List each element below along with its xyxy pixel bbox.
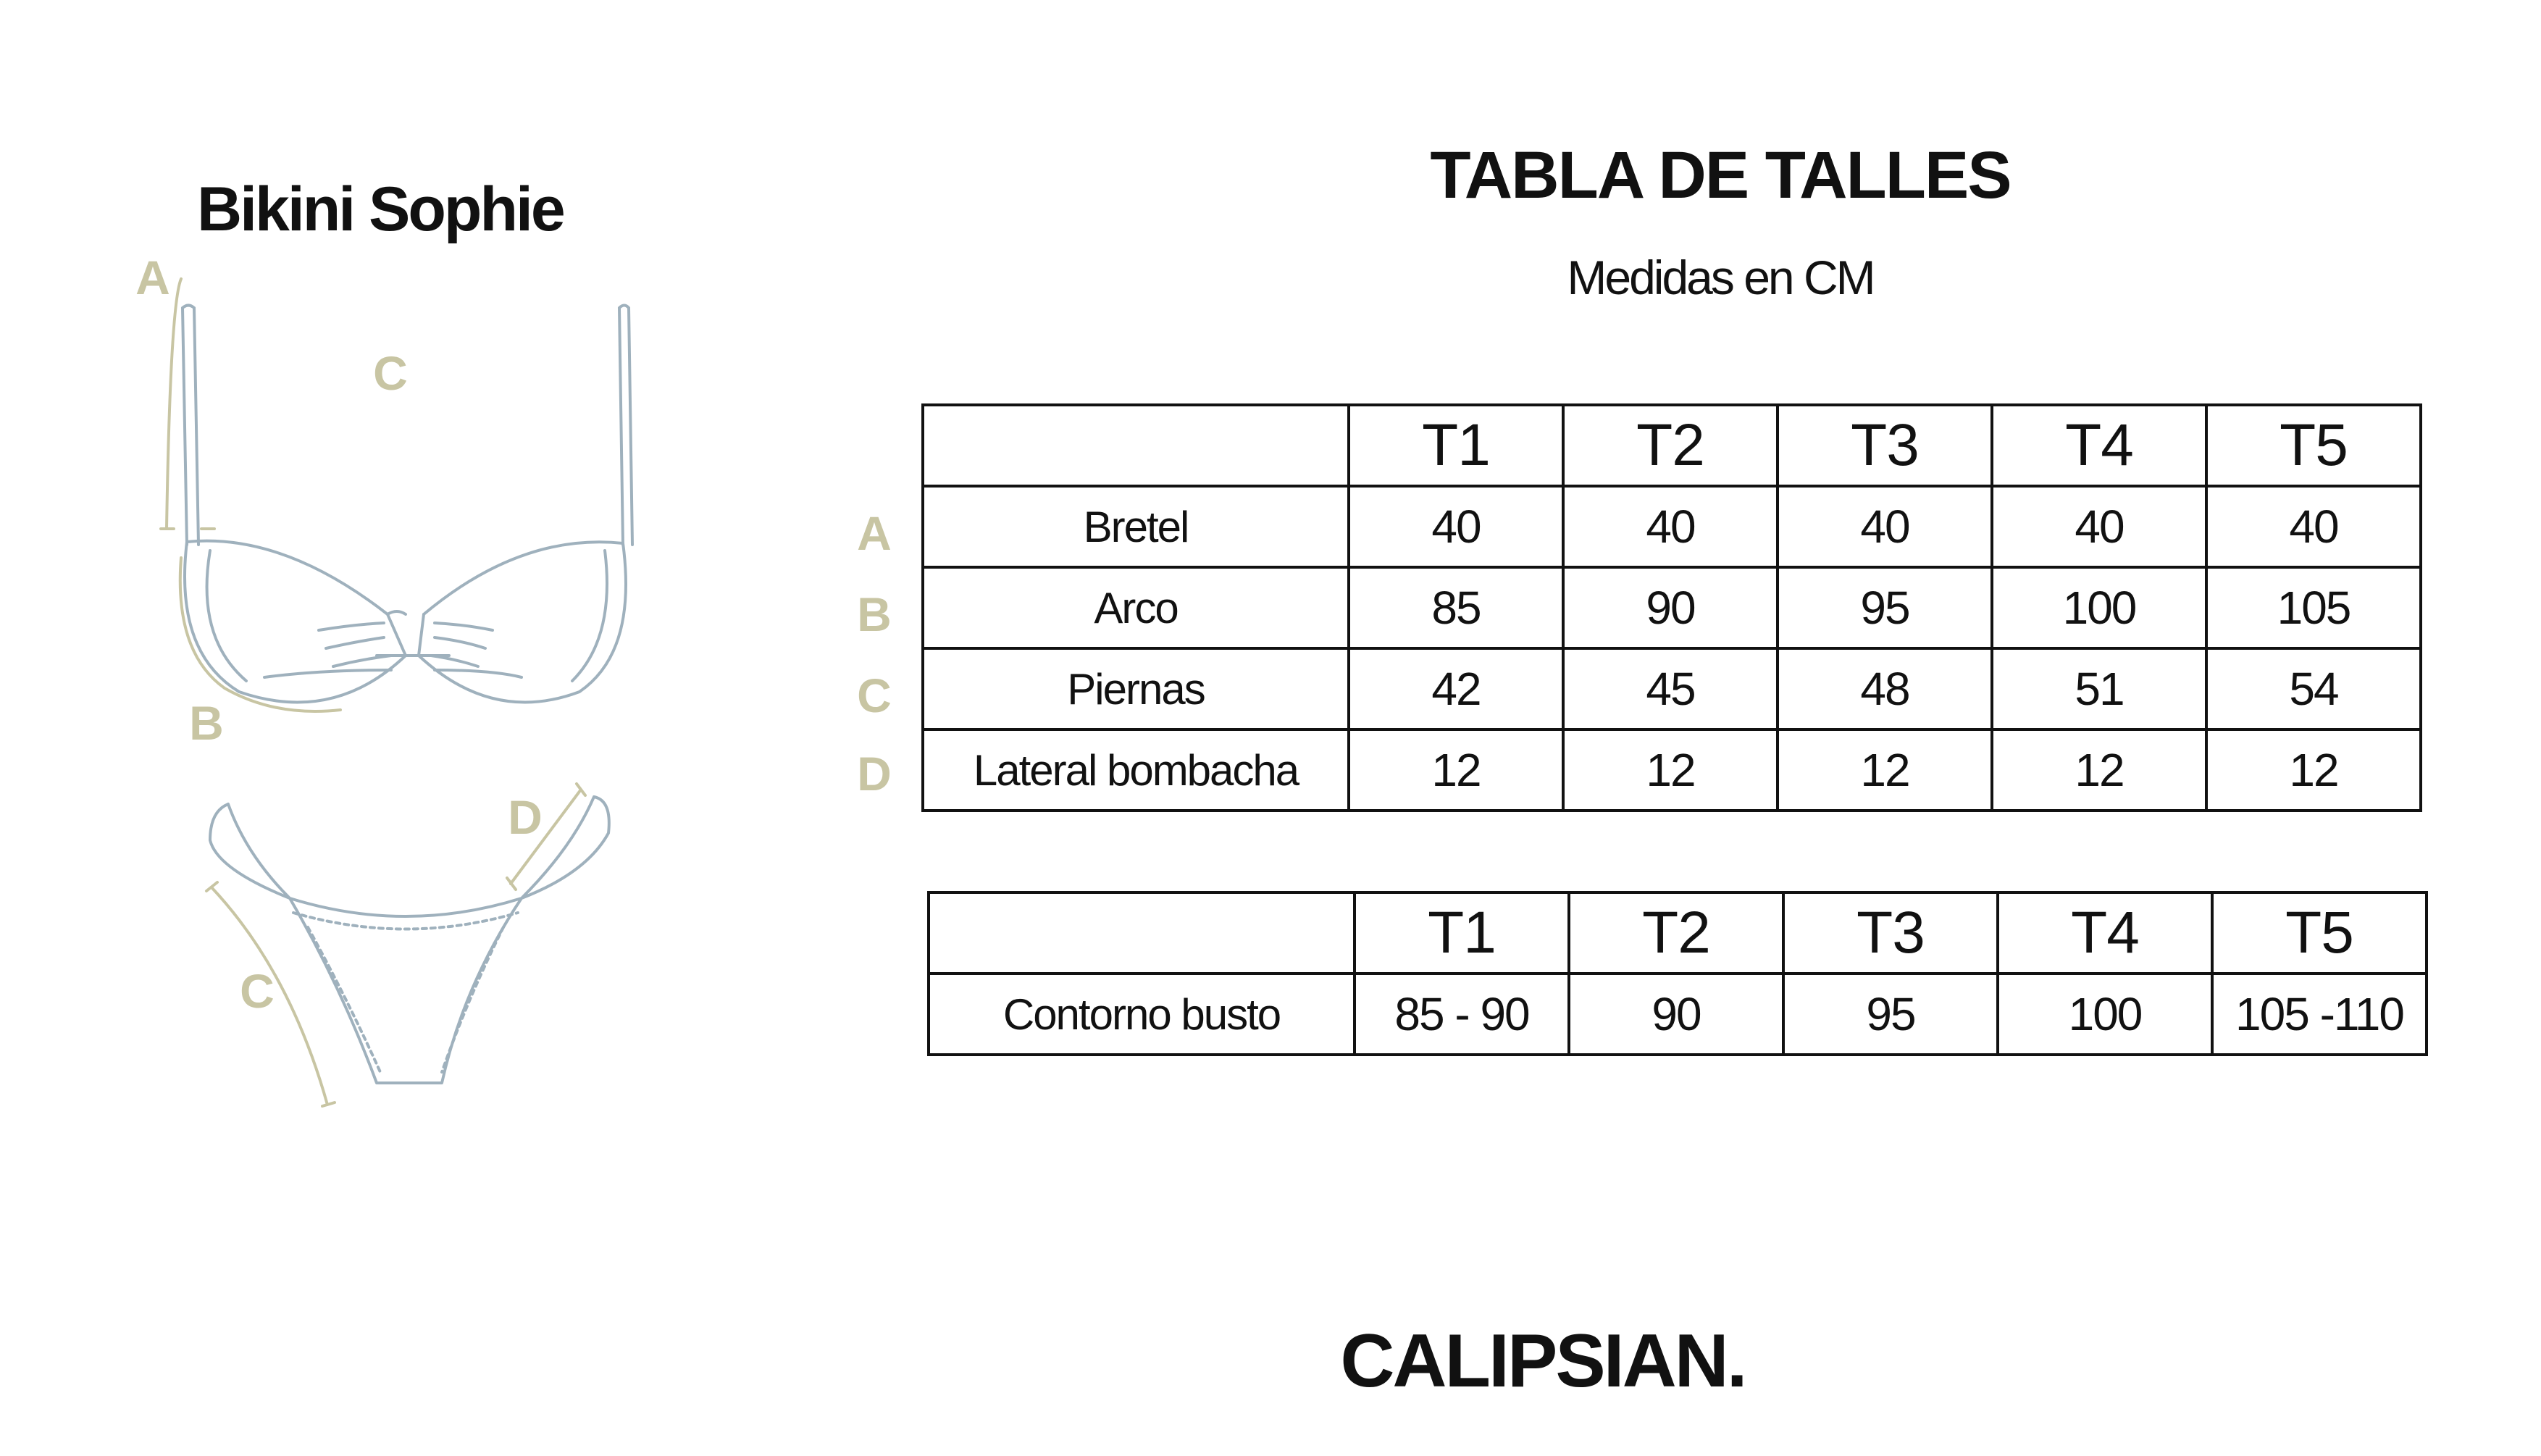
row-letter-d: D (857, 747, 892, 800)
table-row (923, 648, 2421, 729)
value-cell: 85 - 90 (1355, 974, 1569, 1055)
row-label: Arco (923, 567, 1349, 648)
row-label: Contorno busto (929, 974, 1355, 1055)
size-header: T2 (1569, 892, 1783, 974)
left-strap (183, 306, 198, 545)
table-header-row (923, 405, 2421, 486)
value-cell: 40 (1992, 486, 2206, 567)
value-cell: 12 (1563, 729, 1778, 811)
row-label: Lateral bombacha (923, 729, 1349, 811)
table-row (923, 486, 2421, 567)
bottom-stitching (293, 913, 518, 1072)
size-header: T4 (1998, 892, 2212, 974)
size-header: T3 (1778, 405, 1992, 486)
row-letter-a: A (857, 506, 892, 560)
table-row (923, 729, 2421, 811)
value-cell: 100 (1992, 567, 2206, 648)
gore-pleats (264, 623, 522, 677)
size-header: T2 (1563, 405, 1778, 486)
value-cell: 12 (1778, 729, 1992, 811)
header-empty-cell (929, 892, 1355, 974)
size-header: T1 (1355, 892, 1569, 974)
size-header: T4 (1992, 405, 2206, 486)
value-cell: 45 (1563, 648, 1778, 729)
value-cell: 40 (1563, 486, 1778, 567)
center-gore (388, 611, 424, 656)
product-title: Bikini Sophie (197, 175, 564, 244)
value-cell: 12 (2206, 729, 2421, 811)
value-cell: 51 (1992, 648, 2206, 729)
value-cell: 95 (1783, 974, 1998, 1055)
size-header: T1 (1349, 405, 1563, 486)
row-letter-b: B (857, 587, 892, 641)
bikini-illustration (0, 0, 724, 1130)
size-header: T5 (2212, 892, 2427, 974)
value-cell: 40 (1778, 486, 1992, 567)
illustration-label-c-bottom: C (240, 964, 275, 1018)
row-label: Piernas (923, 648, 1349, 729)
bust-table (927, 891, 2428, 1056)
page-title: TABLA DE TALLES (1430, 138, 2011, 212)
value-cell: 42 (1349, 648, 1563, 729)
right-strap (619, 306, 632, 545)
header-empty-cell (923, 405, 1349, 486)
value-cell: 12 (1349, 729, 1563, 811)
illustration-label-b: B (189, 696, 224, 750)
value-cell: 105 -110 (2212, 974, 2427, 1055)
size-header: T5 (2206, 405, 2421, 486)
value-cell: 40 (2206, 486, 2421, 567)
page-subtitle: Medidas en CM (1567, 251, 1874, 304)
table-header-row (929, 892, 2427, 974)
left-cup (185, 541, 406, 703)
value-cell: 48 (1778, 648, 1992, 729)
illustration-label-a: A (135, 251, 170, 304)
row-label: Bretel (923, 486, 1349, 567)
value-cell: 85 (1349, 567, 1563, 648)
table-row (923, 567, 2421, 648)
measurements-table (921, 403, 2422, 812)
value-cell: 100 (1998, 974, 2212, 1055)
row-letter-c: C (857, 669, 892, 722)
illustration-label-c-top: C (373, 346, 408, 400)
value-cell: 95 (1778, 567, 1992, 648)
illustration-label-d: D (508, 790, 543, 844)
value-cell: 90 (1569, 974, 1783, 1055)
value-cell: 105 (2206, 567, 2421, 648)
value-cell: 12 (1992, 729, 2206, 811)
table-row (929, 974, 2427, 1055)
value-cell: 90 (1563, 567, 1778, 648)
size-header: T3 (1783, 892, 1998, 974)
brand-logo: CALIPSIAN. (1340, 1319, 1746, 1403)
value-cell: 40 (1349, 486, 1563, 567)
value-cell: 54 (2206, 648, 2421, 729)
